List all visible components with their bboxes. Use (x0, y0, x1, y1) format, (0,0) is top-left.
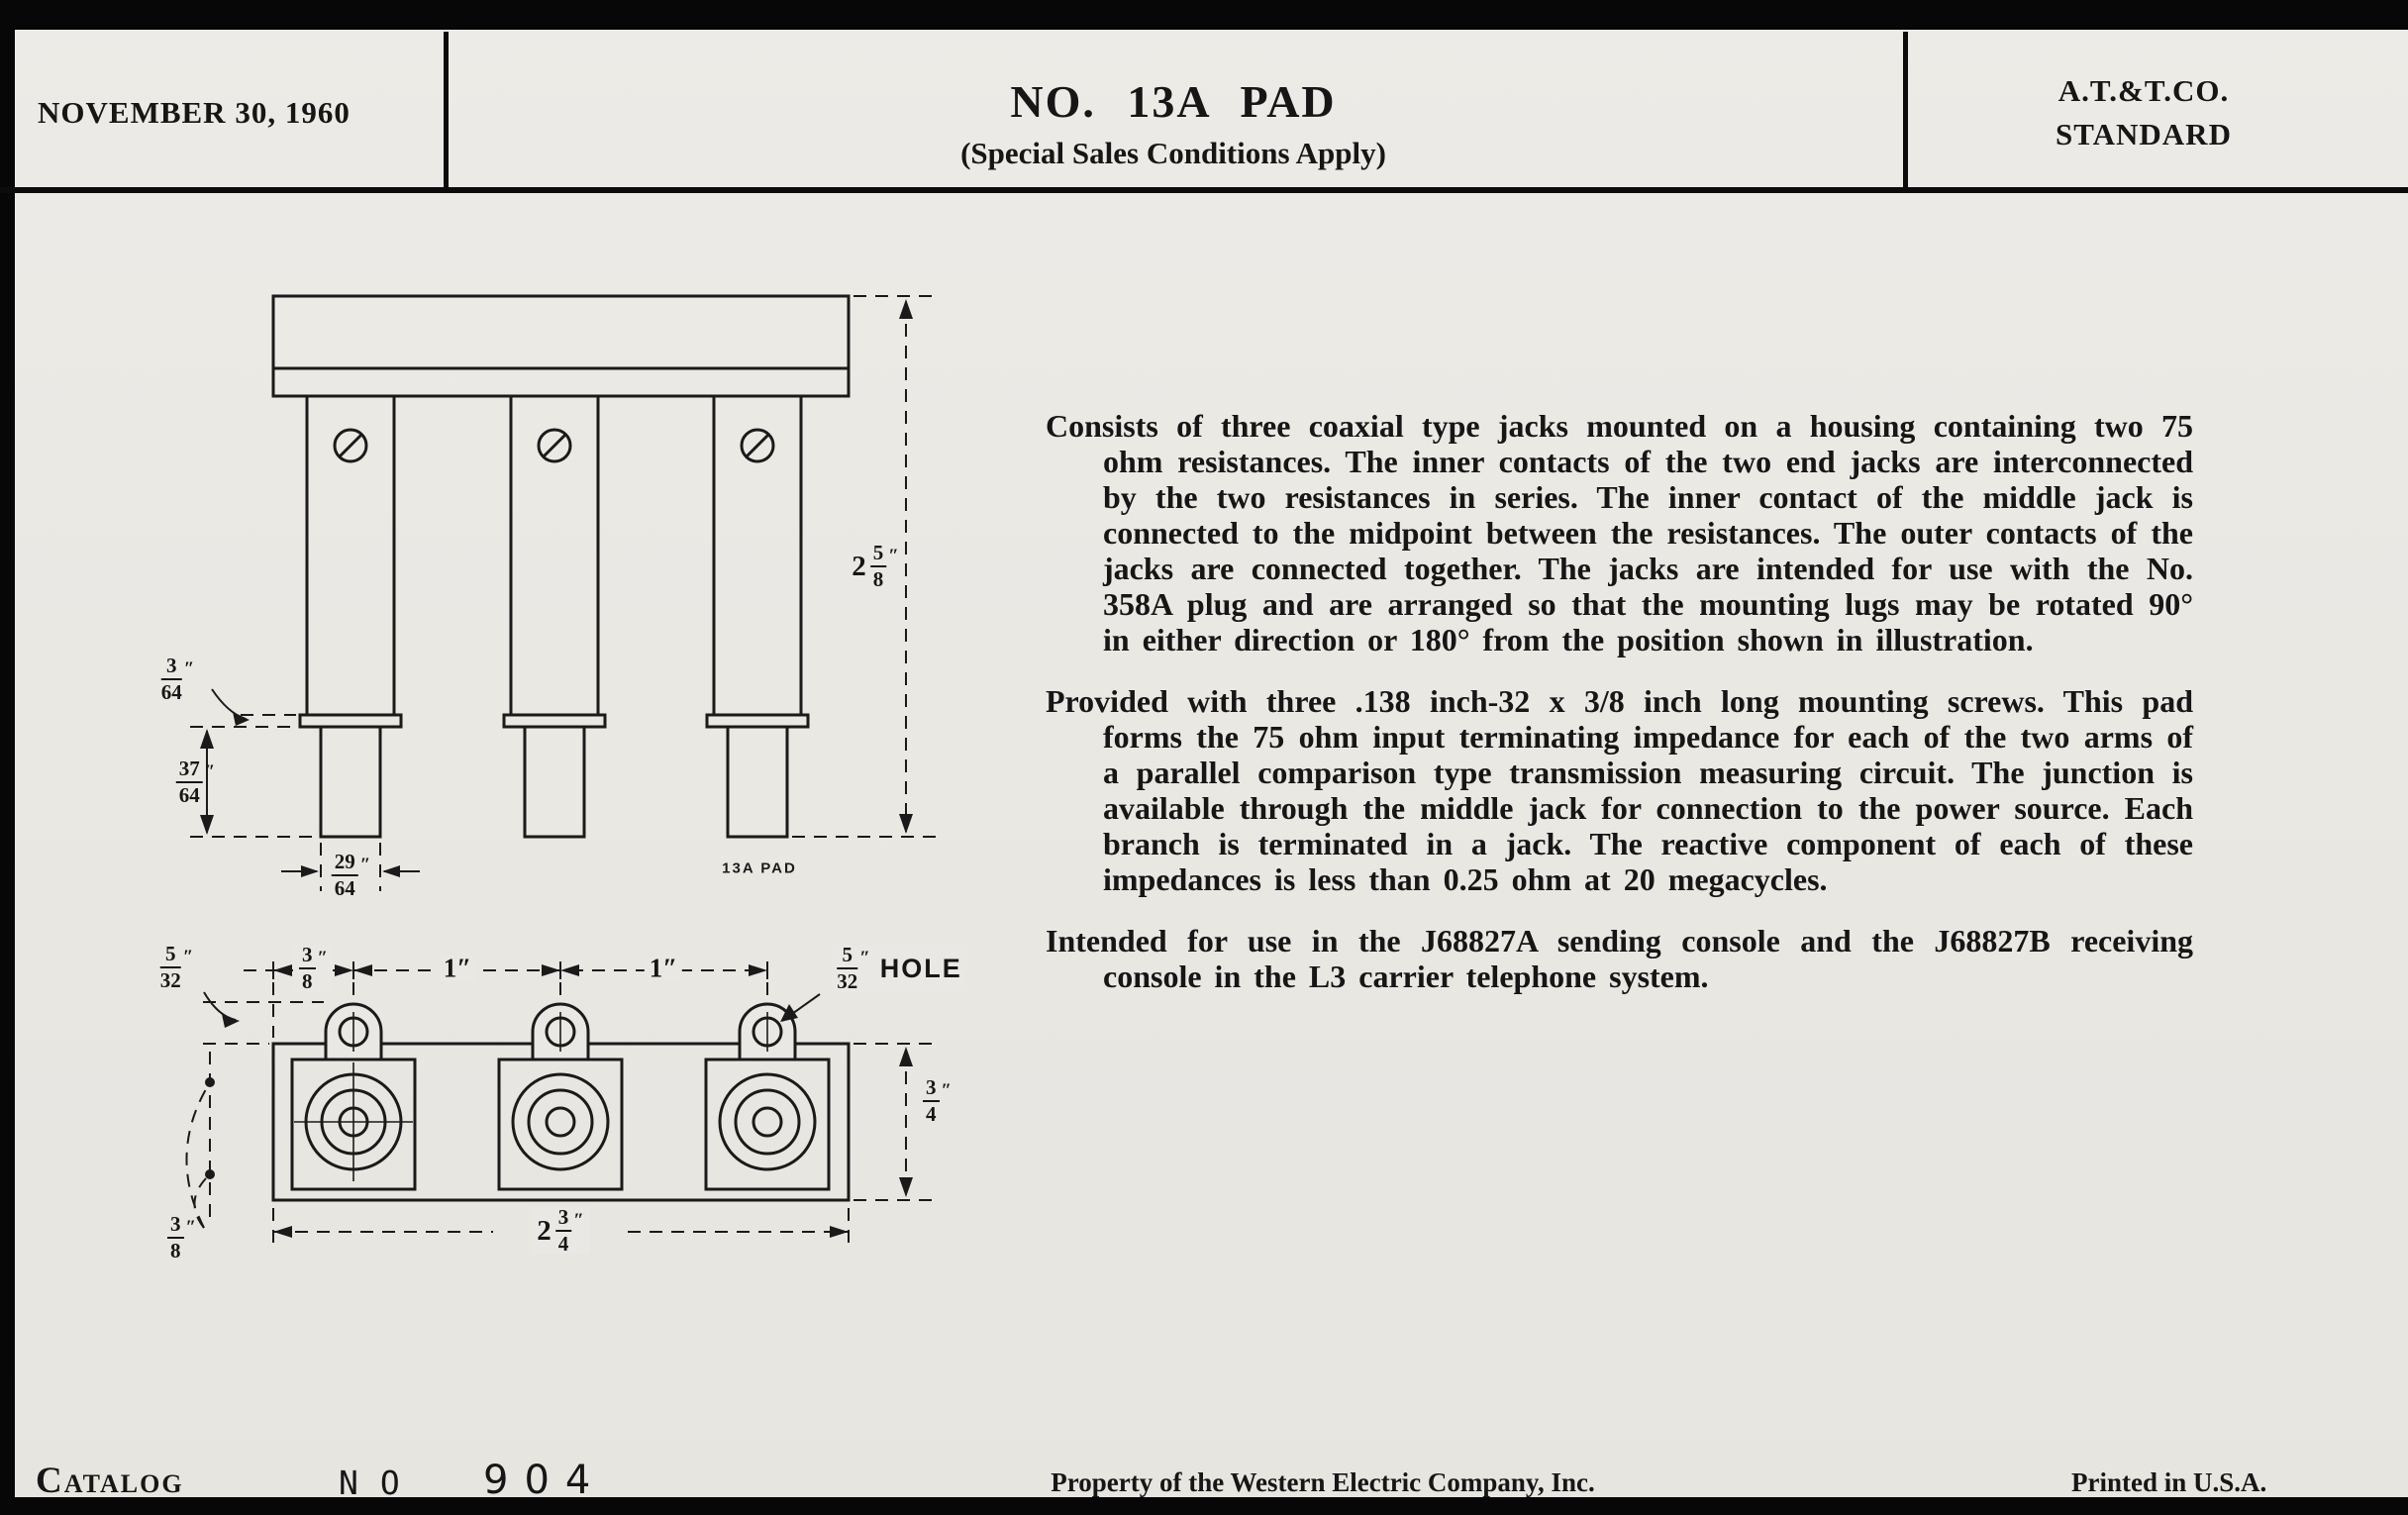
dim-lower-offset: $\frac{3}{8}$ ″ (166, 1214, 196, 1262)
dim-overall-height: 2 $\frac{5}{8}$ ″ (852, 541, 899, 591)
page-title: NO. 13A PAD (1010, 76, 1337, 127)
side-view-linework (273, 296, 849, 837)
org-standard: STANDARD (2056, 117, 2232, 152)
dim-body-height: $\frac{3}{4}$ ″ (922, 1077, 952, 1125)
org-name: A.T.&T.CO. (2057, 73, 2230, 108)
catalog-number-handwritten: 904 (483, 1458, 607, 1503)
dim-tab-projection: $\frac{5}{32}$ ″ (159, 942, 194, 992)
property-notice: Property of the Western Electric Company, Inc. (1051, 1467, 1595, 1497)
side-view-caption: 13A PAD (722, 859, 797, 877)
dim-stem-diameter: $\frac{29}{64}$ ″ (331, 852, 371, 899)
description-paragraph: Consists of three coaxial type jacks mounted on a housing containing two 75 ohm resistances. The inner contacts of the two end jacks are interconnected by the two resistances in series. The inner contact of the middle jack is connected to the midpoint between the resistances. The outer contacts of the jacks are connected together. The jacks are intended for use with the No. 358A plug and are arranged so that the mounting lugs may be rotated 90° in either direction or 180° from the position shown in illustration. (1046, 408, 2193, 657)
dim-edge-to-first-center: $\frac{3}{8}$ ″ (293, 945, 333, 992)
printed-notice: Printed in U.S.A. (2071, 1467, 2267, 1497)
catalog-label: Catalog (36, 1461, 184, 1501)
dim-mounting-hole: $\frac{5}{32}$ ″ HOLE (831, 945, 967, 992)
page-subtitle: (Special Sales Conditions Apply) (960, 135, 1386, 170)
dim-flange-thickness: $\frac{3}{64}$ ″ (160, 654, 195, 704)
document-date: NOVEMBER 30, 1960 (38, 95, 351, 130)
catalog-number-label: NO (339, 1464, 422, 1502)
dim-stem-length: $\frac{37}{64}$ ″ (175, 758, 216, 806)
description-block (1046, 408, 2193, 1020)
dim-center-spacing-2: 1″ (645, 956, 682, 982)
dim-center-spacing-1: 1″ (439, 956, 476, 982)
description-paragraph: Intended for use in the J68827A sending console and the J68827B receiving console in the L3 carrier telephone system. (1046, 923, 2193, 994)
dim-overall-width: 2 $\frac{3}{4}$ ″ (532, 1207, 589, 1255)
description-paragraph: Provided with three .138 inch-32 x 3/8 inch long mounting screws. This pad forms the 75 ohm input terminating impedance for each of the two arms of a parallel comparison type transmission measuring circuit. The junction is available through the middle jack for connection to the power source. Each branch is terminated in a jack. The reactive component of each of these impedances is less than 0.25 ohm at 20 megacycles. (1046, 683, 2193, 897)
